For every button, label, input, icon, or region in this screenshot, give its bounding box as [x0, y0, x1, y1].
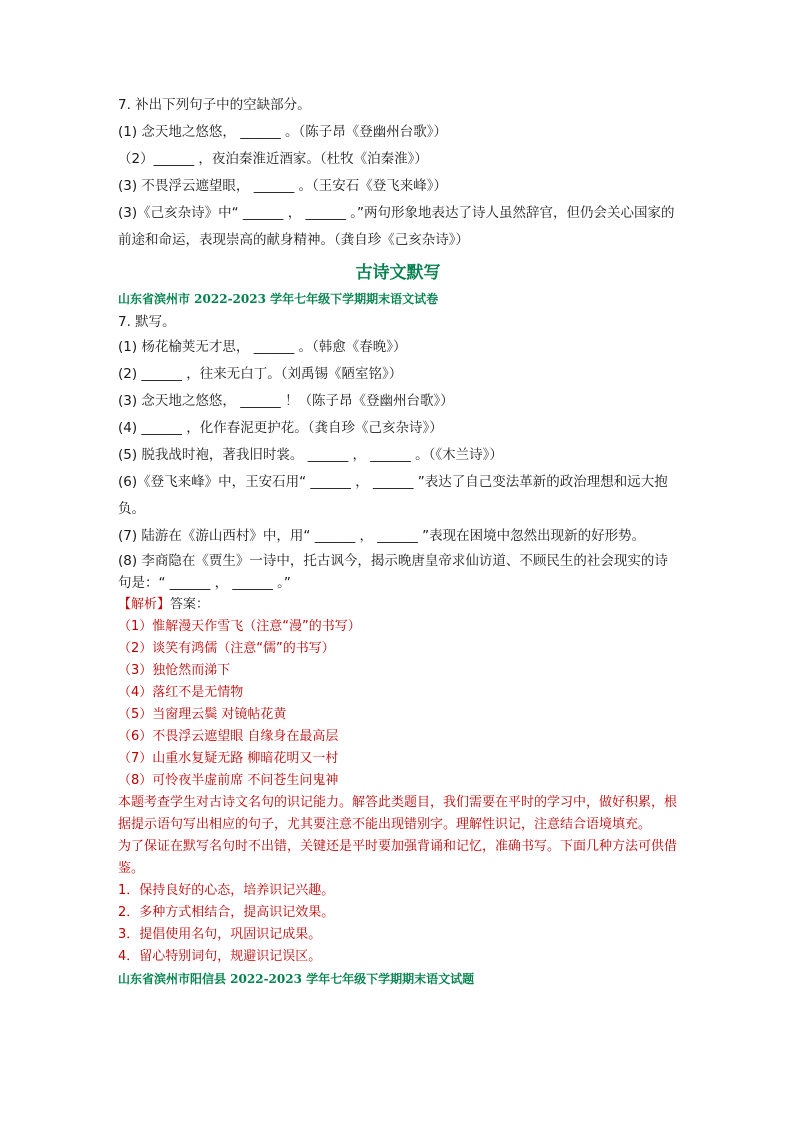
question-line: (3) 不畏浮云遮望眼， ______ 。（王安石《登飞来峰》）: [118, 178, 447, 194]
source-label: 山东省滨州市 2022-2023 学年七年级下学期期末语文试卷: [118, 292, 439, 306]
answer-item: （4）落红不是无情物: [118, 685, 244, 700]
answer-label: 答案：: [170, 597, 210, 612]
answer-item: （5）当窗理云鬓 对镜帖花黄: [118, 707, 287, 722]
question-line: (7) 陆游在《游山西村》中，用“ ______ ， ______ ”表现在困境中忽然出现新的好形势。: [118, 528, 646, 544]
analysis-header: [118, 594, 678, 616]
question-line: (6)《登飞来峰》中，王安石用“ ______ ， ______ ”表达了自己变法革新的政治理想和远大抱负。: [118, 474, 668, 517]
question-line: (1) 杨花榆荚无才思， ______ 。（韩愈《春晚》）: [118, 339, 407, 355]
question-line: (5) 脱我战时袍，著我旧时裳。 ______ ， ______ 。（《木兰诗》）: [118, 447, 503, 463]
answer-item: （6）不畏浮云遮望眼 自缘身在最高层: [118, 729, 339, 744]
question-line: (4) ______ ，化作春泥更护花。（龚自珍《己亥杂诗》）: [118, 420, 443, 436]
question-7-prompt-2: 7. 默写。: [118, 314, 176, 330]
analysis-label: 【解析】: [118, 597, 171, 612]
answer-item: （2）谈笑有鸿儒（注意“儒”的书写）: [118, 641, 335, 656]
answer-item: （7）山重水复疑无路 柳暗花明又一村: [118, 751, 339, 766]
question-7-prompt-1: 7. 补出下列句子中的空缺部分。: [118, 97, 311, 113]
question-line: (3)《己亥杂诗》中“ ______ ， ______ 。”两句形象地表达了诗人虽然辞官，但仍会关心国家的前途和命运，表现崇高的献身精神。（龚自珍《己亥杂诗》）: [118, 205, 675, 248]
tip-item: 1．保持良好的心态，培养识记兴趣。: [118, 883, 335, 898]
analysis-paragraph: 为了保证在默写名句时不出错，关键还是平时要加强背诵和记忆，准确书写。下面几种方法可供借鉴。: [118, 839, 678, 876]
question-line: (2) ______ ，往来无白丁。（刘禹锡《陋室铭》）: [118, 366, 403, 382]
source-label: 山东省滨州市阳信县 2022-2023 学年七年级下学期期末语文试题: [118, 972, 475, 986]
answer-item: （1）惟解漫天作雪飞（注意“漫”的书写）: [118, 619, 361, 634]
tip-item: 3．提倡使用名句，巩固识记成果。: [118, 927, 322, 942]
question-line: (8) 李商隐在《贾生》一诗中，托古讽今，揭示晚唐皇帝求仙访道、不顾民生的社会现实的诗句是：“ ______ ， ______ 。”: [118, 553, 668, 591]
tip-item: 4．留心特别词句，规避识记误区。: [118, 949, 322, 964]
question-line: (3) 念天地之悠悠， ______ ！（陈子昂《登幽州台歌》）: [118, 393, 454, 409]
analysis-paragraph: 本题考查学生对古诗文名句的识记能力。解答此类题目，我们需要在平时的学习中，做好积累，根据提示语句写出相应的句子，尤其要注意不能出现错别字。理解性识记，注意结合语境填充。: [118, 795, 678, 832]
tip-item: 2．多种方式相结合，提高识记效果。: [118, 905, 335, 920]
section-title: 古诗文默写: [355, 263, 441, 283]
answer-item: （8）可怜夜半虚前席 不问苍生问鬼神: [118, 773, 339, 788]
question-line: （2）______ ，夜泊秦淮近酒家。（杜牧《泊秦淮》）: [118, 151, 428, 167]
document-page: [118, 92, 678, 990]
question-line: (1) 念天地之悠悠， ______ 。（陈子昂《登幽州台歌》）: [118, 124, 447, 140]
answer-item: （3）独怆然而涕下: [118, 663, 231, 678]
